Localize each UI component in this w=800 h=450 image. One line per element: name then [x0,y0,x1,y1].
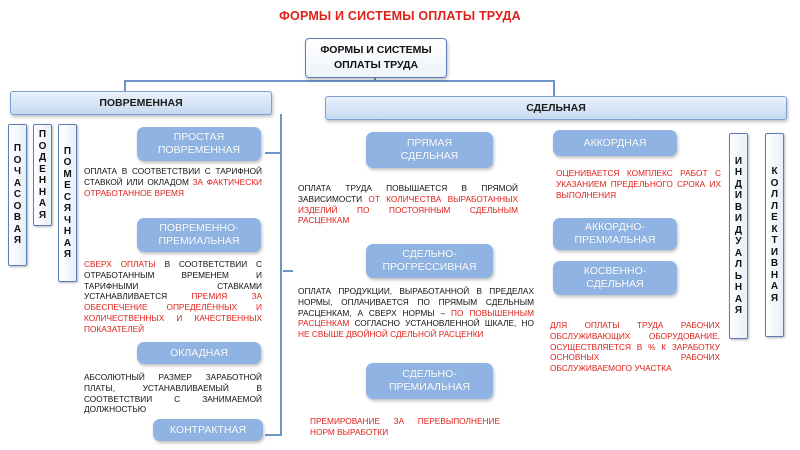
chord-bonus-line1: АККОРДНО- [585,221,645,233]
vertical-individual-label: И Н Д И В И Д У А Л Ь Н А Я [734,155,743,316]
salary-desc: АБСОЛЮТНЫЙ РАЗМЕР ЗАРАБОТНОЙ ПЛАТЫ, УСТАНАВЛИВАЕМЫЙ В СООТВЕТСТВИИ С ЗАНИМАЕМОЙ ДОЛЖНОСТЬЮ [84,372,262,415]
contract-pill: КОНТРАКТНАЯ [153,419,263,441]
piece-premium-line1: СДЕЛЬНО- [402,368,457,380]
time-bonus-desc [84,259,262,335]
time-bonus-line1: ПОВРЕМЕННО- [159,222,239,234]
connector-bracket-left-v [280,114,282,436]
time-bonus-line2: ПРЕМИАЛЬНАЯ [158,235,240,247]
simple-time-based-desc [84,166,262,198]
simple-time-based-line1: ПРОСТАЯ [173,131,225,143]
indirect-piece-pill [553,261,677,295]
indirect-piece-desc: ДЛЯ ОПЛАТЫ ТРУДА РАБОЧИХ ОБСЛУЖИВАЮЩИХ ОБОРУДОВАНИЕ, ОСУЩЕСТВЛЯЕТСЯ В % К ЗАРАБОТКУ ОСНОВНЫХ РАБОЧИХ ОБСЛУЖИВАЕМОГО УЧАСТКА [550,320,720,374]
vertical-individual [729,133,748,339]
branch-piece-rate: СДЕЛЬНАЯ [325,96,787,120]
indirect-piece-line2: СДЕЛЬНАЯ [586,278,644,290]
page-title: ФОРМЫ И СИСТЕМЫ ОПЛАТЫ ТРУДА [279,9,521,23]
time-bonus-pill [137,218,261,252]
time-bonus-text-red1: СВЕРХ ОПЛАТЫ [84,259,156,269]
indirect-piece-line1: КОСВЕННО- [583,265,647,277]
chord-bonus-line2: ПРЕМИАЛЬНАЯ [574,234,656,246]
salary-pill: ОКЛАДНАЯ [137,342,261,364]
connector-top-bar [124,80,554,82]
progressive-text-red1: ПО ПОВЫШЕННЫМ РАСЦЕНКАМ [298,307,535,329]
simple-time-based-text-red: ЗА ФАКТИЧЕСКИ ОТРАБОТАННОЕ ВРЕМЯ [84,176,262,198]
root-label-line2: ОПЛАТЫ ТРУДА [333,59,419,71]
chord-pill: АККОРДНАЯ [553,130,677,156]
time-bonus-text-red2: ПРЕМИЯ ЗА ОБЕСПЕЧЕНИЕ ОПРЕДЕЛЁННЫХ И КОЛИЧЕСТВЕННЫХ И КАЧЕСТВЕННЫХ ПОКАЗАТЕЛЕЙ [84,291,262,334]
piece-premium-desc: ПРЕМИРОВАНИЕ ЗА ПЕРЕВЫПОЛНЕНИЕ НОРМ ВЫРАБОТКИ [310,416,500,437]
connector-mid-bracket [283,270,293,272]
direct-piece-desc [298,183,518,226]
direct-piece-text: ОПЛАТА ТРУДА ПОВЫШАЕТСЯ В ПРЯМОЙ ЗАВИСИМОСТИ [298,183,518,204]
progressive-text2: СОГЛАСНО УСТАНОВЛЕННОЙ ШКАЛЕ, НО [349,318,534,329]
vertical-collective [765,133,784,337]
chord-desc: ОЦЕНИВАЕТСЯ КОМПЛЕКС РАБОТ С УКАЗАНИЕМ ПРЕДЕЛЬНОГО СРОКА ИХ ВЫПОЛНЕНИЯ [556,168,721,200]
direct-piece-text-red: ОТ КОЛИЧЕСТВА ВЫРАБОТАННЫХ ИЗДЕЛИЙ ПО ПОСТОЯННЫМ СДЕЛЬНЫМ РАСЦЕНКАМ [298,193,518,226]
direct-piece-line1: ПРЯМАЯ [406,137,453,149]
root-label-line1: ФОРМЫ И СИСТЕМЫ [320,44,432,56]
piece-premium-line2: ПРЕМИАЛЬНАЯ [388,381,471,393]
root-node [305,38,447,78]
connector-right-down [553,80,555,97]
vertical-daily-label: П О Д Е Н Н А Я [38,129,47,221]
direct-piece-pill [366,132,493,168]
vertical-monthly-label: П О М Е С Я Ч Н А Я [63,145,72,260]
connector-bracket-left-h [265,152,281,154]
direct-piece-line2: СДЕЛЬНАЯ [400,150,459,162]
vertical-monthly [58,124,77,282]
progressive-line2: ПРОГРЕССИВНАЯ [382,261,477,273]
branch-time-based: ПОВРЕМЕННАЯ [10,91,272,115]
progressive-pill [366,244,493,278]
vertical-hourly [8,124,27,266]
progressive-text: ОПЛАТА ПРОДУКЦИИ, ВЫРАБОТАННОЙ В ПРЕДЕЛАХ НОРМЫ, ОПЛАЧИВАЕТСЯ ПО ПРЯМЫМ СДЕЛЬНЫМ РАСЦЕНКАМ, А СВЕРХ НОРМЫ – [298,286,534,318]
piece-premium-pill [366,363,493,399]
vertical-daily [33,124,52,226]
simple-time-based-text: ОПЛАТА В СООТВЕТСТВИИ С ТАРИФНОЙ СТАВКОЙ ИЛИ ОКЛАДОМ [84,166,262,187]
simple-time-based-pill [137,127,261,161]
progressive-line1: СДЕЛЬНО- [402,248,457,260]
vertical-hourly-label: П О Ч А С О В А Я [13,143,22,247]
progressive-desc [298,286,534,340]
vertical-collective-label: К О Л Л Е К Т И В Н А Я [770,166,779,304]
simple-time-based-line2: ПОВРЕМЕННАЯ [157,144,241,156]
connector-bracket-left-bottom [265,434,281,436]
time-bonus-text: В СООТВЕТСТВИИ С ОТРАБОТАННЫМ ВРЕМЕНЕМ И ТАРИФНЫМИ СТАВКАМИ УСТАНАВЛИВАЕТСЯ [84,259,262,302]
progressive-text-red2: НЕ СВЫШЕ ДВОЙНОЙ СДЕЛЬНОЙ РАСЦЕНКИ [298,329,484,340]
chord-bonus-pill [553,218,677,250]
